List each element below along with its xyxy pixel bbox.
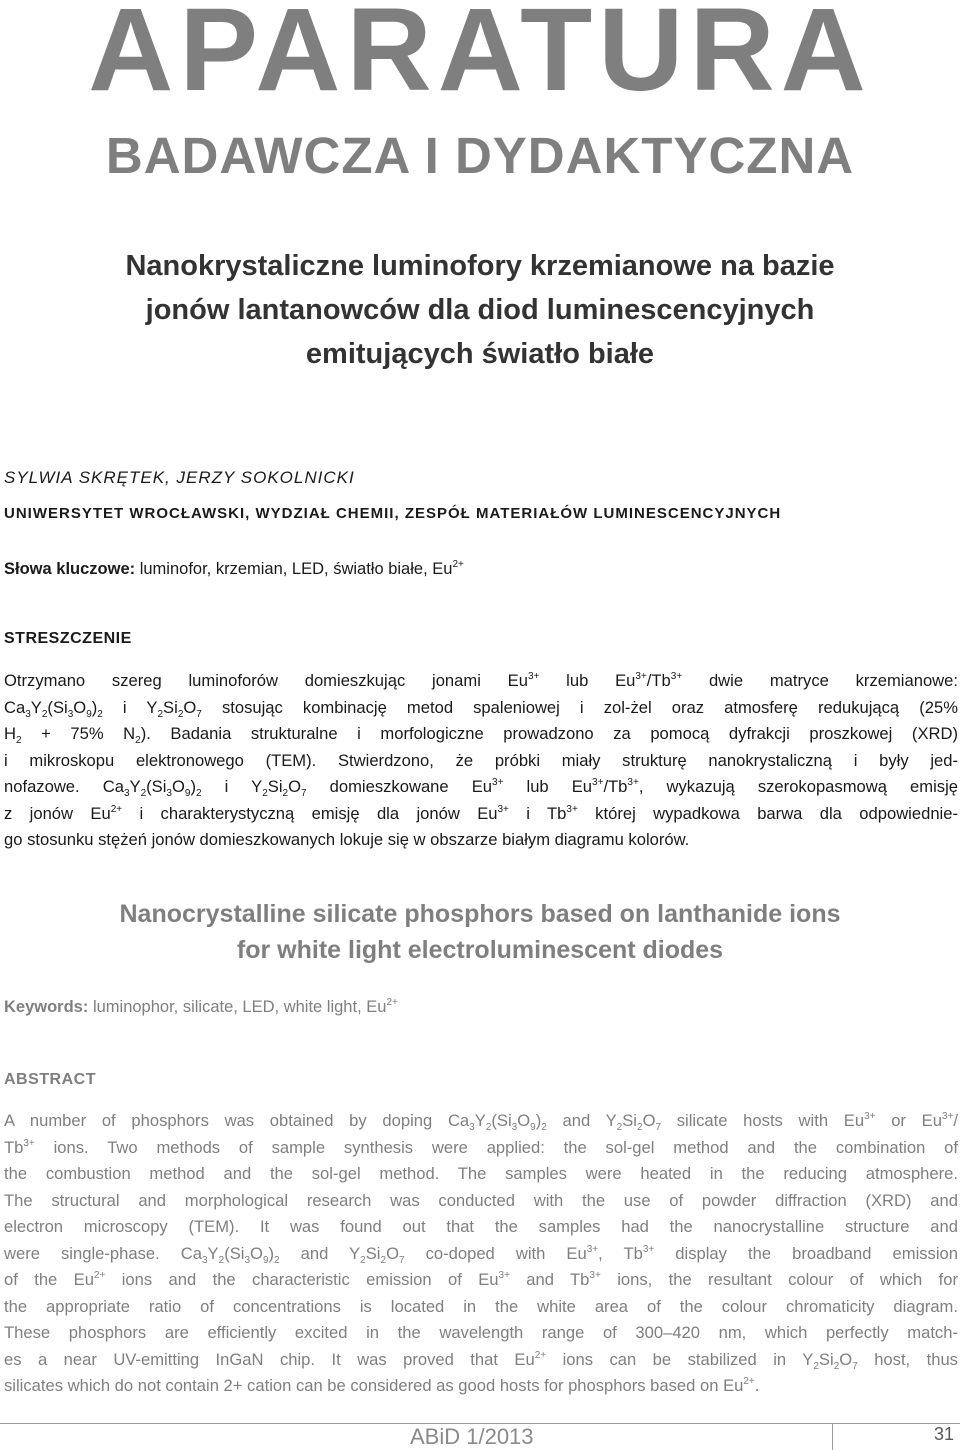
title-line: Nanocrystalline silicate phosphors based on lanthanide ions [119,900,841,928]
text-line: silicates which do not contain 2+ cation can be considered as good hosts for phosphors based on $Eu^{2+}$. [4,1376,760,1395]
keywords-text: luminofor, krzemian, LED, światło białe, Eu [135,560,453,578]
text-line: z jonów $Eu^{2+}$ i charakterystyczną emisję dla jonów $Eu^{3+}$ i $Tb^{3+}$ której wypadkowa barwa dla odpowiednie- [4,803,958,823]
article-title-english [40,896,920,968]
superscript: 2+ [386,997,398,1008]
keywords-label: Słowa kluczowe: [4,560,136,578]
text-line: i mikroskopu elektronowego (TEM). Stwierdzono, że próbki miały strukturę nanokrystaliczną i były jed- [4,750,958,770]
affiliation: UNIWERSYTET WROCŁAWSKI, WYDZIAŁ CHEMII, ZESPÓŁ MATERIAŁÓW LUMINESCENCYJNYCH [4,505,782,522]
keywords-label: Keywords: [4,998,89,1016]
text-line: go stosunku stężeń jonów domieszkowanych lokuje się w obszarze białym diagramu kolorów. [4,830,690,849]
text-line: $Ca_3Y_2(Si_3O_9)_2$ i $Y_2Si_2O_7$ stosując kombinację metod spaleniowej i zol-żel oraz atmosferę redukującą (25% [4,697,958,720]
text-line: These phosphors are efficiently excited in the wavelength range of 300–420 nm, which perfectly match- [4,1323,958,1342]
title-line: jonów lantanowców dla diod luminescencyjnych [145,294,815,326]
keywords-english [4,998,398,1017]
text-line: electron microscopy (TEM). It was found out that the samples had the nanocrystalline structure and [4,1217,958,1236]
text-line: $Tb^{3+}$ ions. Two methods of sample synthesis were applied: the sol-gel method and the combination of [4,1137,958,1157]
keywords-polish [4,560,464,579]
title-line: emitujących światło białe [305,338,655,370]
abstract-heading-polish: STRESZCZENIE [4,630,132,647]
page-number: 31 [934,1424,955,1444]
abstract-english [4,1108,958,1400]
footer-page-divider [832,1423,833,1450]
keywords-text: luminophor, silicate, LED, white light, Eu [88,998,387,1016]
superscript: 2+ [452,559,464,570]
text-line: The structural and morphological research was conducted with the use of powder diffraction (XRD) and [4,1190,958,1210]
journal-masthead-title: APARATURA [88,0,872,116]
authors: SYLWIA SKRĘTEK, JERZY SOKOLNICKI [4,468,355,487]
journal-masthead-subtitle: BADAWCZA I DYDAKTYCZNA [105,127,855,184]
text-line: es a near UV-emitting InGaN chip. It was proved that $Eu^{2+}$ ions can be stabilized in $Y_2Si_2O_7$ host, thus [4,1349,958,1372]
text-line: nofazowe. $Ca_3Y_2(Si_3O_9)_2$ i $Y_2Si_2O_7$ domieszkowane $Eu^{3+}$ lub $Eu^{3+}/Tb^{3+}$, wykazują szerokopasmową emisję [4,777,958,799]
article-title-polish [40,244,920,376]
text-line: $H_2 + 75\%$ $N_2$). Badania strukturalne i morfologiczne prowadzono za pomocą dyfrakcji proszkowej (XRD) [4,724,958,746]
text-line: the appropriate ratio of concentrations is located in the white area of the colour chromaticity diagram. [4,1296,958,1316]
title-line: Nanokrystaliczne luminofory krzemianowe na bazie [125,250,835,282]
text-line: the combustion method and the sol-gel method. The samples were heated in the reducing atmosphere. [4,1164,958,1183]
abstract-polish [4,668,958,854]
abstract-heading-english: ABSTRACT [4,1071,96,1088]
title-line: for white light electroluminescent diodes [236,936,724,964]
text-line: of the $Eu^{2+}$ ions and the characteristic emission of $Eu^{3+}$ and $Tb^{3+}$ ions, the resultant colour of which for [4,1270,959,1289]
text-line: were single-phase. $Ca_3Y_2(Si_3O_9)_2$ and $Y_2Si_2O_7$ co-doped with $Eu^{3+}$, $Tb^{3+}$ display the broadband emission [4,1243,958,1266]
text-line: Otrzymano szereg luminoforów domieszkując jonami $Eu^{3+}$ lub $Eu^{3+}/Tb^{3+}$ dwie matryce krzemianowe: [4,671,958,690]
footer-journal-issue: ABiD 1/2013 [410,1424,534,1449]
text-line: A number of phosphors was obtained by doping $Ca_3Y_2(Si_3O_9)_2$ and $Y_2Si_2O_7$ silicate hosts with $Eu^{3+}$ or $Eu^{3+}/$ [4,1111,958,1133]
